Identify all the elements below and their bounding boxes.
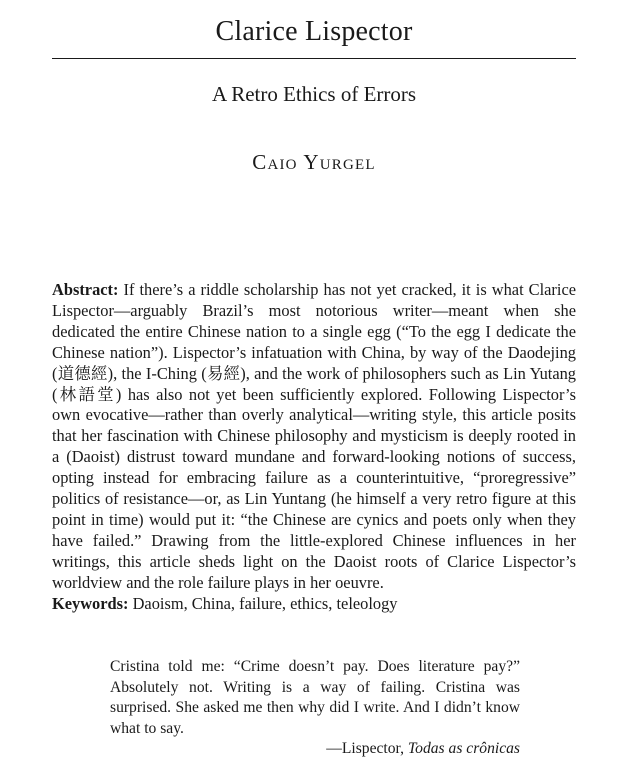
keywords-paragraph: [52, 594, 576, 615]
running-head: Clarice Lispector: [215, 16, 413, 47]
article-title: A Retro Ethics of Errors: [211, 82, 417, 106]
attribution-work: Todas as crônicas: [407, 740, 520, 758]
abstract-block: [52, 280, 576, 615]
epigraph-block: [110, 657, 520, 760]
author-name: Caio Yurgel: [252, 150, 376, 174]
header-rule: [52, 58, 576, 59]
epigraph-text: Cristina told me: “Crime doesn’t pay. Does literature pay?” Absolutely not. Writing is a way of failing. Cristina was surprised. She asked me then why did I write. And I didn’t know what to say.: [110, 658, 520, 737]
keywords-text: Daoism, China, failure, ethics, teleology: [128, 593, 398, 613]
epigraph-attribution: [110, 739, 520, 760]
abstract-text: If there’s a riddle scholarship has not yet cracked, it is what Clarice Lispector—arguably Brazil’s most notorious writer—meant when she dedicated the entire Chinese nation to a single egg (“To the egg I dedicate the Chinese nation”). Lispector’s infatuation with China, by way of the Daodejing (道德經), the I-Ching (易經), and the work of philosophers such as Lin Yutang (林語堂) has also not yet been sufficiently explored. Following Lispector’s own evocative—rather than overly analytical—writing style, this article posits that her fascination with Chinese philosophy and mysticism is deeply rooted in a (Daoist) distrust toward mundane and forward-looking notions of success, opting instead for embracing failure as a counterintuitive, “proregressive” politics of resistance—or, as Lin Yuntang (he himself a very retro figure at this point in time) would put it: “the Chinese are cynics and poets only when they have failed.” Drawing from the little-explored Chinese influences in her writings, this article sheds light on the Daoist roots of Clarice Lispector’s worldview and the role failure plays in her oeuvre.: [52, 280, 576, 592]
abstract-label: Abstract:: [52, 280, 119, 299]
attribution-prefix: —Lispector,: [326, 740, 408, 758]
keywords-label: Keywords:: [52, 593, 129, 613]
abstract-paragraph: [52, 280, 576, 594]
